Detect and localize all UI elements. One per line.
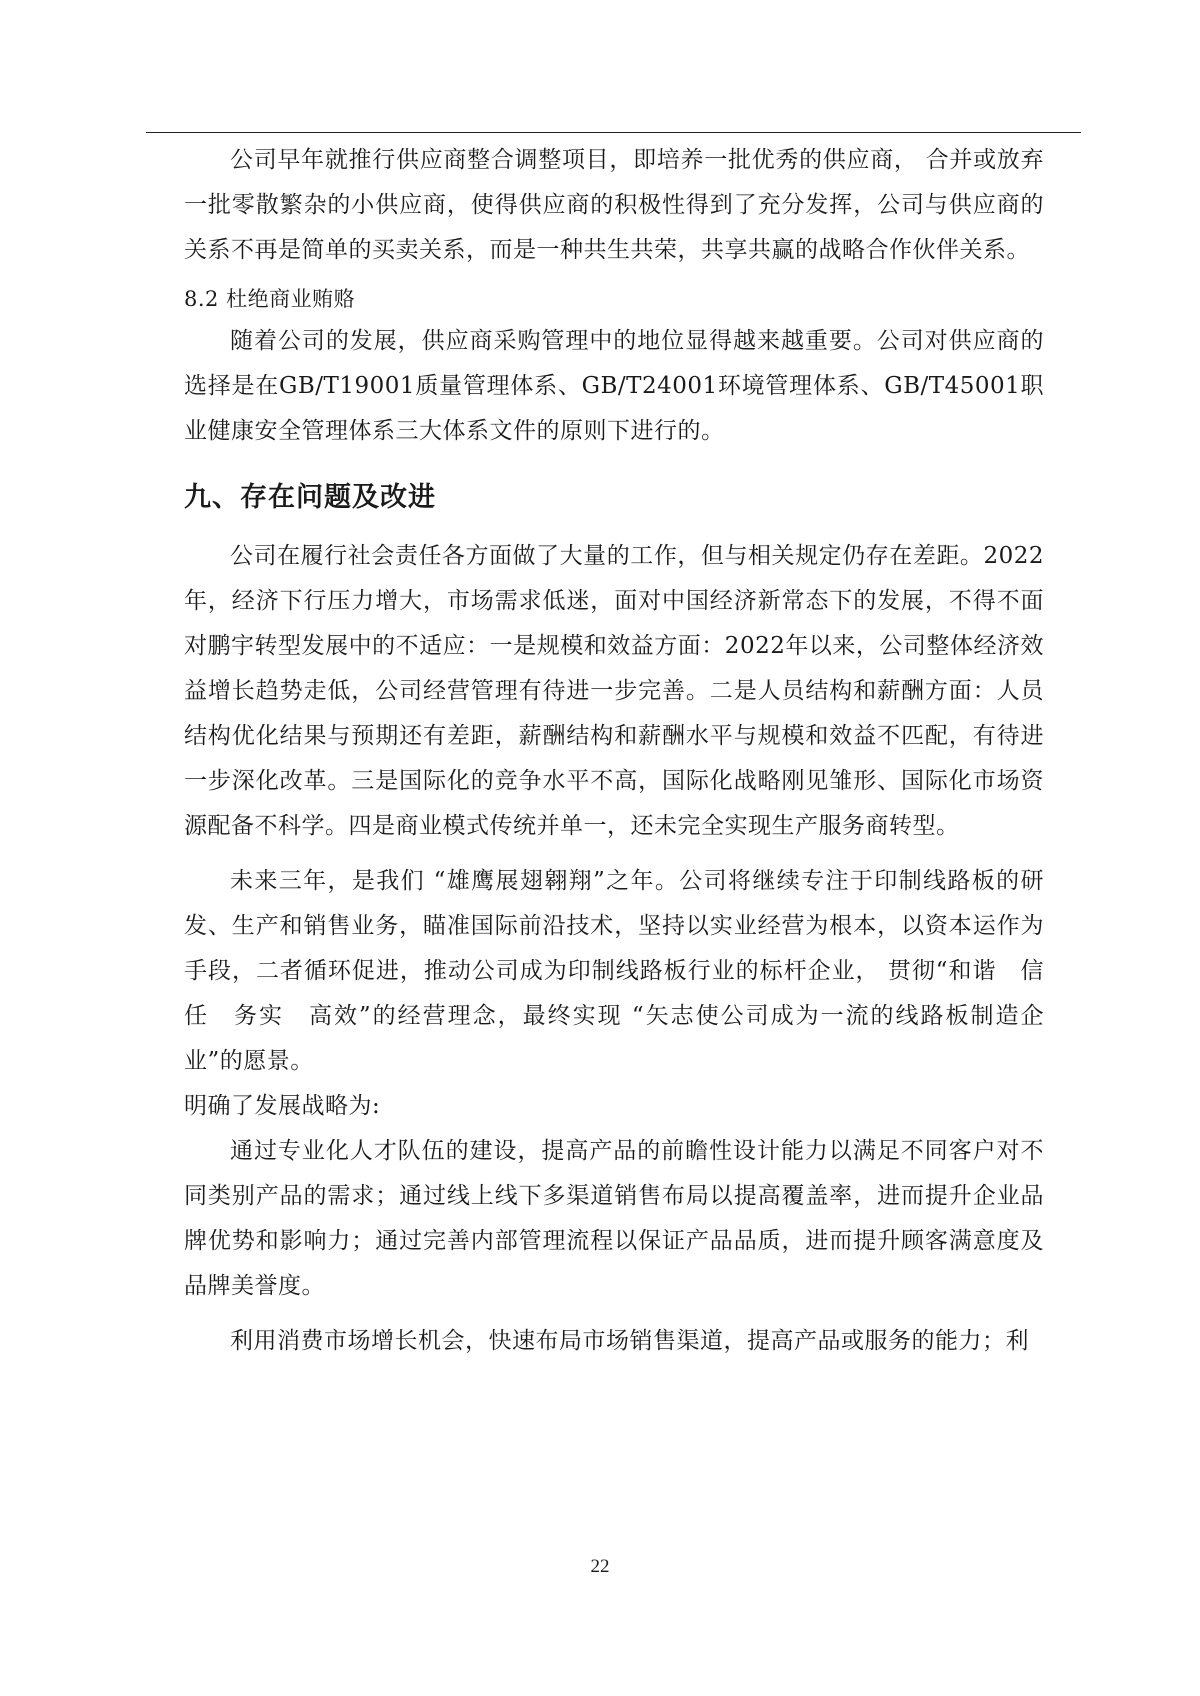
paragraph-8-2-body: 随着公司的发展，供应商采购管理中的地位显得越来越重要。公司对供应商的选择是在GB/T19001质量管理体系、GB/T24001环境管理体系、GB/T45001职业健康安全管理体系三大体系文件的原则下进行的。 (184, 328, 1044, 444)
paragraph-9-problems: 公司在履行社会责任各方面做了大量的工作，但与相关规定仍存在差距。2022年，经济下行压力增大，市场需求低迷，面对中国经济新常态下的发展，不得不面对鹏宇转型发展中的不适应：一是规模和效益方面：2022年以来，公司整体经济效益增长趋势走低，公司经营管理有待进一步完善。二是人员结构和薪酬方面：人员结构优化结果与预期还有差距，薪酬结构和薪酬水平与规模和效益不匹配，有待进一步深化改革。三是国际化的竞争水平不高，国际化战略刚见雏形、国际化市场资源配备不科学。四是商业模式传统并单一，还未完全实现生产服务商转型。 (184, 543, 1044, 839)
header-rule (146, 132, 1081, 133)
subsection-title-8-2: 8.2 杜绝商业贿赂 (184, 287, 356, 311)
page-content (184, 138, 1044, 1364)
paragraph-supplier-integration: 公司早年就推行供应商整合调整项目，即培养一批优秀的供应商， 合并或放弃一批零散繁杂的小供应商，使得供应商的积极性得到了充分发挥，公司与供应商的关系不再是简单的买卖关系，而是一种共生共荣，共享共赢的战略合作伙伴关系。 (184, 147, 1044, 263)
paragraph-9-strategy-2: 利用消费市场增长机会，快速布局市场销售渠道，提高产品或服务的能力；利 (230, 1328, 1029, 1354)
paragraph-9-strategy-intro: 明确了发展战略为: (184, 1093, 381, 1119)
paragraph-9-future: 未来三年，是我们 “雄鹰展翅翱翔”之年。公司将继续专注于印制线路板的研发、生产和销售业务，瞄准国际前沿技术，坚持以实业经营为根本，以资本运作为手段，二者循环促进，推动公司成为印制线路板行业的标杆企业， 贯彻“和谐 信任 务实 高效”的经营理念，最终实现 “矢志使公司成为一流的线路板制造企业”的愿景。 (184, 868, 1044, 1074)
section-heading-9: 九、存在问题及改进 (184, 482, 436, 513)
page-number: 22 (590, 1556, 610, 1577)
paragraph-9-strategy-1: 通过专业化人才队伍的建设，提高产品的前瞻性设计能力以满足不同客户对不同类别产品的需求；通过线上线下多渠道销售布局以提高覆盖率，进而提升企业品牌优势和影响力；通过完善内部管理流程以保证产品品质，进而提升顾客满意度及品牌美誉度。 (184, 1138, 1044, 1299)
